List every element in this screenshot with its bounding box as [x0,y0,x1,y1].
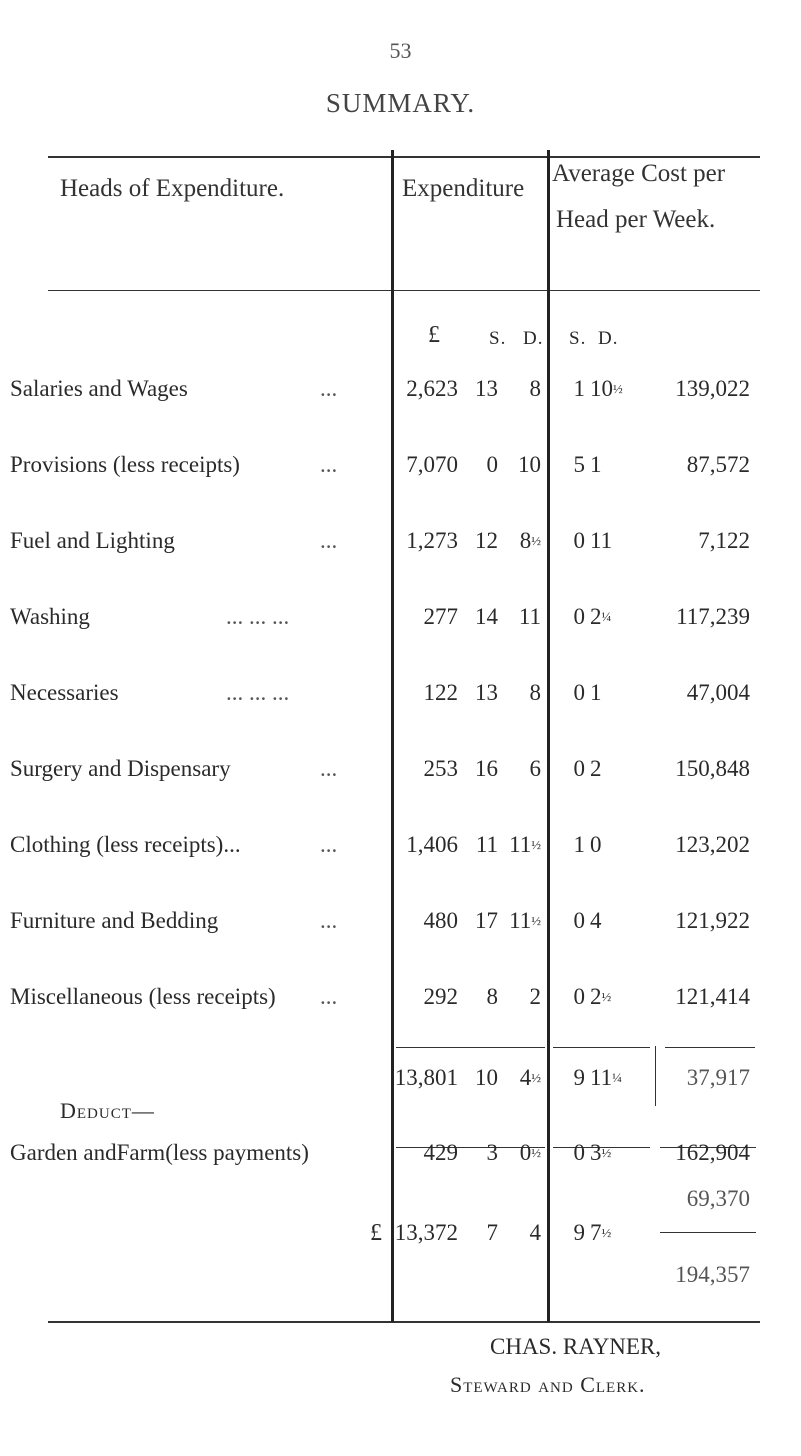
subtotal-extra: 37,917 [686,1065,750,1090]
row-dots: ... [320,908,338,933]
total-avg-pence: 7½ [590,1220,612,1245]
row-label: Fuel and Lighting [10,528,175,553]
row-avg-pence: 2 [590,756,602,781]
subtotal-avg-pence: 11¼ [590,1065,622,1090]
row-pence: 11½ [509,832,541,857]
row-dots: ... [320,832,338,857]
page-number: 53 [389,38,412,63]
total-extra-split-rule [660,1232,756,1233]
header-average-line1: Average Cost per [552,160,726,187]
row-pence: 10 [518,452,541,477]
row-shillings: 14 [475,604,498,629]
unit-pence: D. [523,328,544,349]
signature-title: Steward and Clerk. [450,1372,646,1397]
row-shillings: 13 [475,680,498,705]
row-avg-pence: 0 [590,832,602,857]
row-avg-shillings: 1 [573,832,585,857]
row-shillings: 12 [475,528,498,553]
row-avg-shillings: 0 [573,528,585,553]
total-pounds: 13,372 [394,1220,458,1245]
row-avg-pence: 1 [590,680,602,705]
total-pound-symbol: £ [370,1220,382,1246]
row-pounds: 292 [423,984,458,1009]
row-avg-shillings: 1 [573,376,585,401]
unit-pounds: £ [428,322,441,348]
row-label: Necessaries [10,680,119,705]
row-label: Furniture and Bedding [10,908,219,933]
bottom-rule [48,1321,760,1323]
subtotal-avg-shillings: 9 [573,1065,585,1090]
deduct-shillings: 3 [486,1140,498,1165]
row-pence: 8½ [519,528,541,553]
deduct-label: Garden andFarm(less payments) [10,1140,309,1165]
row-dots: ... ... ... [226,680,290,705]
subtotal-rule-extra [665,1047,755,1048]
row-avg-shillings: 0 [573,908,585,933]
row-avg-pence: 10½ [590,376,623,401]
row-pence: 6 [529,756,541,781]
row-extra: 87,572 [686,452,750,477]
row-avg-pence: 2¼ [590,604,612,629]
row-label: Miscellaneous (less receipts) [10,984,276,1009]
row-avg-pence: 2½ [590,984,612,1009]
row-dots: ... [320,756,338,781]
row-avg-shillings: 0 [573,756,585,781]
deduct-avg-pence: 3½ [590,1140,612,1165]
row-avg-shillings: 0 [573,984,585,1009]
row-avg-shillings: 5 [573,452,585,477]
total-extra-bottom: 194,357 [675,1262,750,1287]
row-dots: ... [320,452,338,477]
row-label: Washing [10,604,90,629]
row-avg-pence: 11 [590,528,613,553]
subtotal-rule-average [553,1047,650,1048]
header-rule [48,290,760,291]
total-avg-shillings: 9 [573,1220,585,1245]
row-pounds: 1,406 [406,832,458,857]
row-shillings: 16 [475,756,498,781]
unit-avg-pence: D. [598,328,619,349]
row-extra: 139,022 [675,376,750,401]
header-expenditure: Expenditure [402,175,525,202]
page-title: SUMMARY. [325,88,476,118]
total-shillings: 7 [486,1220,498,1245]
row-dots: ... [320,376,338,401]
row-pounds: 480 [423,908,458,933]
row-extra: 7,122 [698,528,750,553]
row-extra: 123,202 [675,832,750,857]
column-divider-expenditure-right [547,150,550,1322]
deduct-extra: 162,904 [675,1140,750,1165]
row-pounds: 1,273 [406,528,458,553]
deduct-pence: 0½ [519,1140,541,1165]
header-average-line2: Head per Week. [556,206,716,233]
row-extra: 117,239 [676,604,750,629]
row-pence: 8 [529,376,541,401]
row-shillings: 8 [486,984,498,1009]
row-avg-shillings: 0 [573,604,585,629]
row-pounds: 253 [423,756,458,781]
deduct-heading: Deduct— [60,1098,155,1123]
row-pounds: 277 [423,604,458,629]
row-pounds: 122 [423,680,458,705]
unit-shillings: S. [489,328,507,349]
subtotal-shillings: 10 [475,1065,498,1090]
row-avg-shillings: 0 [573,680,585,705]
row-shillings: 11 [475,832,498,857]
deduct-avg-shillings: 0 [573,1140,585,1165]
subtotal-rule-expenditure [396,1047,545,1048]
row-avg-pence: 4 [590,908,602,933]
row-shillings: 17 [475,908,498,933]
row-dots: ... [320,984,338,1009]
row-extra: 121,922 [675,908,750,933]
row-extra: 150,848 [675,756,750,781]
header-heads-of-expenditure: Heads of Expenditure. [60,175,285,202]
row-pounds: 7,070 [406,452,458,477]
row-label: Surgery and Dispensary [10,756,231,781]
total-extra-top: 69,370 [686,1186,750,1211]
signature-name: CHAS. RAYNER, [490,1334,662,1359]
total-pence: 4 [529,1220,541,1245]
subtotal-pounds: 13,801 [394,1065,458,1090]
row-dots: ... [320,528,338,553]
unit-avg-shillings: S. [569,328,587,349]
row-pence: 11 [518,604,541,629]
row-dots: ... ... ... [226,604,290,629]
subtotal-pence: 4½ [519,1065,541,1090]
row-shillings: 0 [486,452,498,477]
deduct-pounds: 429 [423,1140,458,1165]
row-avg-pence: 1 [590,452,602,477]
row-label: Clothing (less receipts)... [10,832,241,857]
row-label: Provisions (less receipts) [10,452,240,477]
row-pence: 8 [529,680,541,705]
row-pence: 2 [529,984,541,1009]
row-pounds: 2,623 [406,376,458,401]
row-shillings: 13 [475,376,498,401]
row-pence: 11½ [509,908,541,933]
row-label: Salaries and Wages [10,376,188,401]
top-rule [48,156,760,158]
row-extra: 47,004 [686,680,750,705]
column-divider-extra [655,1046,656,1106]
row-extra: 121,414 [675,984,750,1009]
